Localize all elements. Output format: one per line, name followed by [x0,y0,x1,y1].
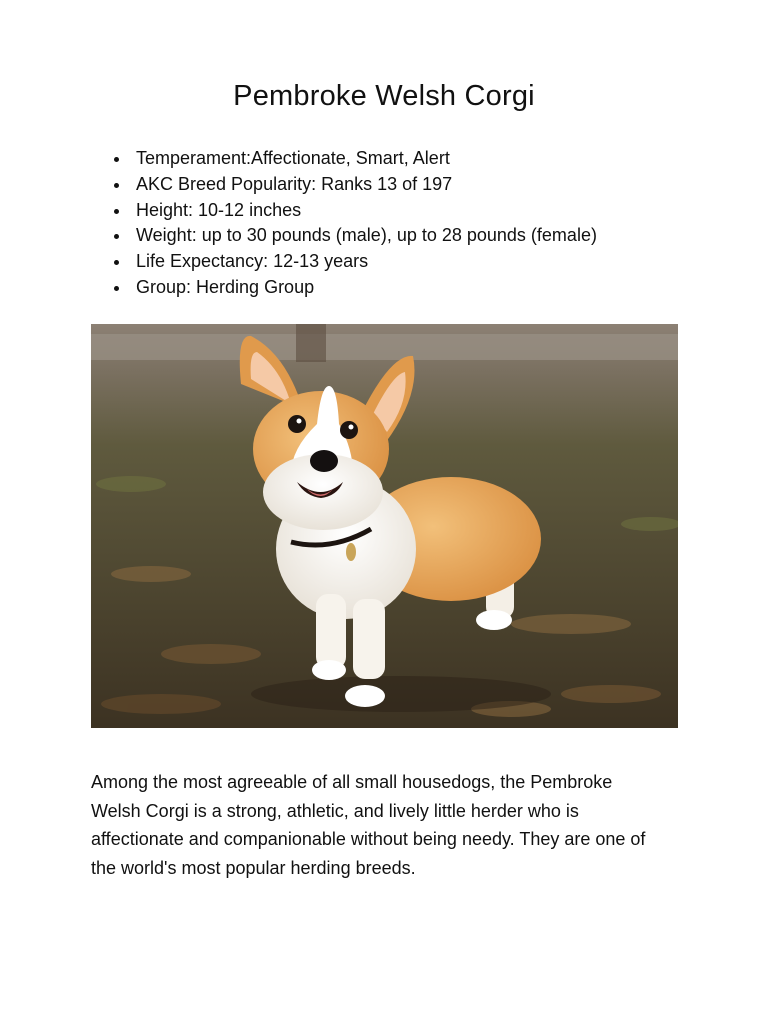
breed-facts-list [112,146,597,301]
list-item [112,172,597,198]
bullet-icon [114,260,119,265]
list-item [112,146,597,172]
bullet-icon [114,157,119,162]
list-item [112,223,597,249]
fact-weight: Weight: up to 30 pounds (male), up to 28 pounds (female) [136,225,597,246]
paragraph-line: the world's most popular herding breeds. [91,857,416,878]
fact-temperament: Temperament:Affectionate, Smart, Alert [136,148,450,168]
paragraph-line: affectionate and companionable without being needy. They are one of [91,829,646,849]
bullet-icon [114,234,119,239]
list-item [112,275,597,301]
fact-life-expectancy: Life Expectancy: 12-13 years [136,251,369,272]
list-item [112,198,597,224]
breed-description [91,768,691,882]
bullet-icon [114,209,119,214]
fact-popularity: AKC Breed Popularity: Ranks 13 of 197 [136,173,453,194]
page-title: Pembroke Welsh Corgi [233,80,535,112]
bullet-icon [114,183,119,188]
list-item [112,249,597,275]
paragraph-line: Among the most agreeable of all small housedogs, the Pembroke [91,772,613,792]
fact-group: Group: Herding Group [136,276,315,297]
paragraph-line: Welsh Corgi is a strong, athletic, and lively little herder who is [91,800,579,821]
bullet-icon [114,286,119,291]
corgi-photo [91,324,678,728]
fact-height: Height: 10-12 inches [136,199,302,220]
